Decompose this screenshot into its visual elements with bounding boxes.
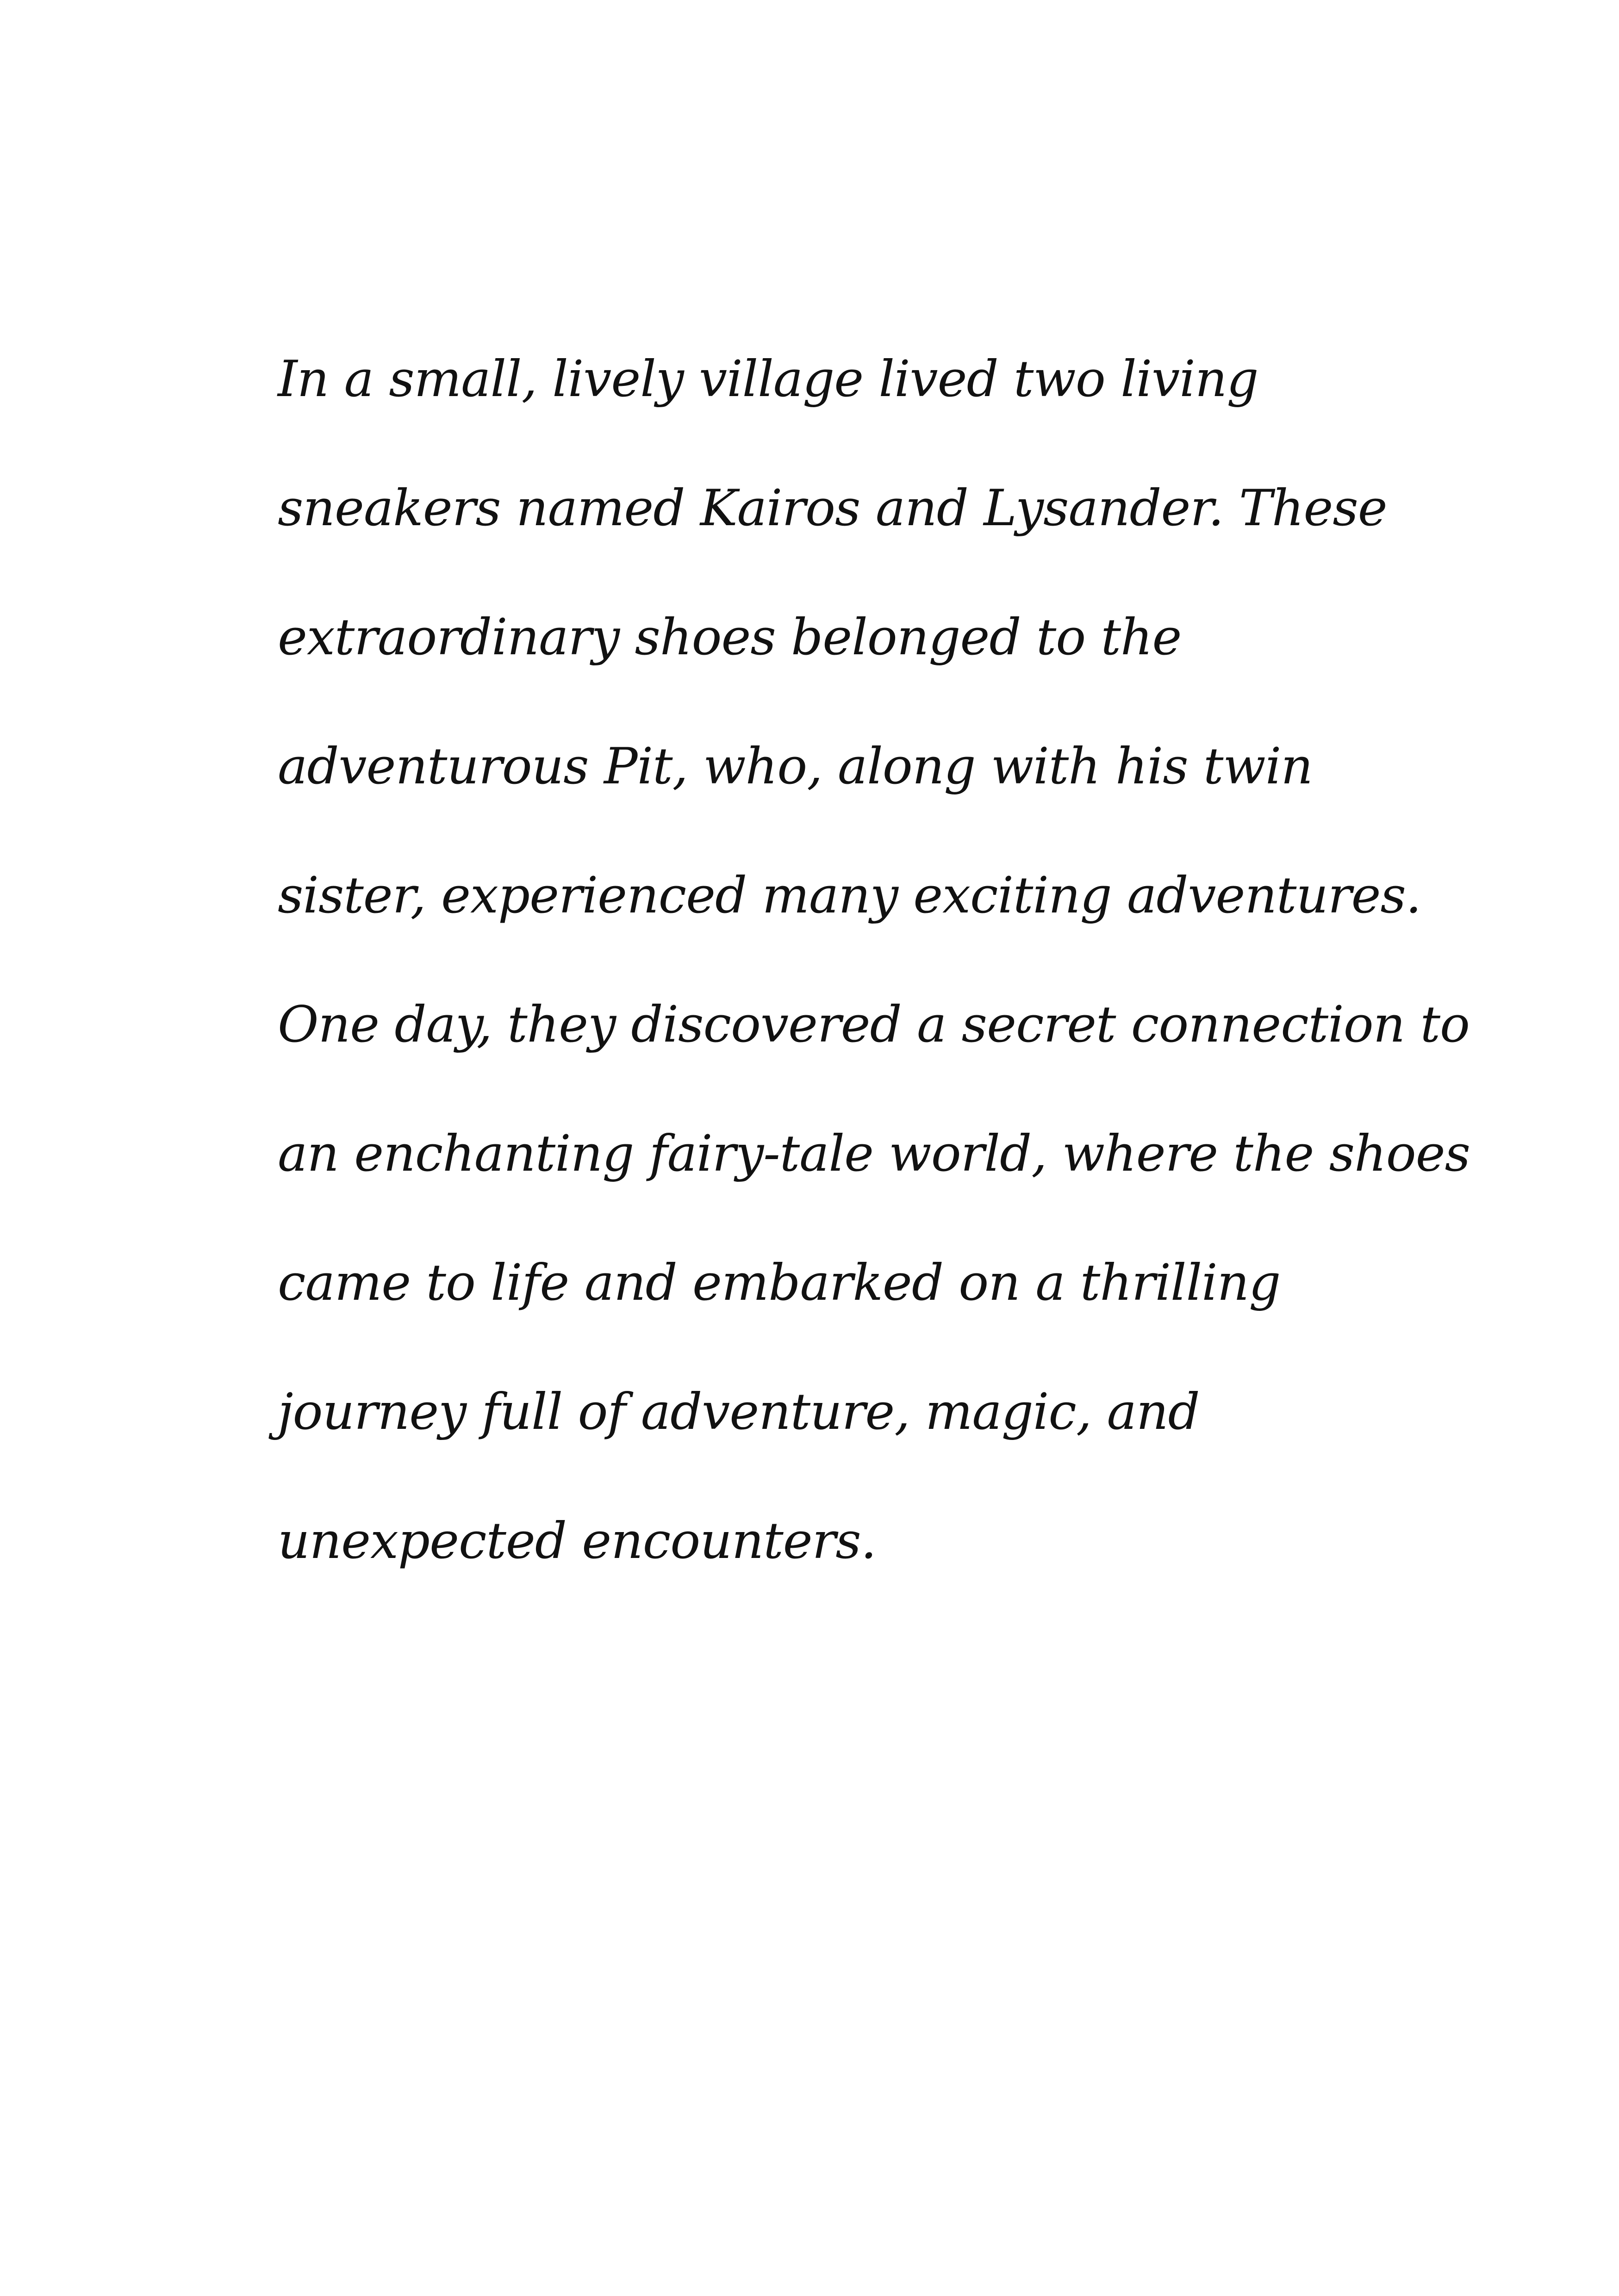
- story-line: extraordinary shoes belonged to the: [278, 608, 1182, 666]
- story-line: came to life and embarked on a thrilling: [278, 1254, 1281, 1312]
- story-line: In a small, lively village lived two living: [278, 350, 1258, 408]
- story-line: One day, they discovered a secret connection to: [278, 996, 1470, 1054]
- story-paragraph: [278, 315, 1470, 1606]
- story-line: unexpected encounters.: [278, 1512, 877, 1570]
- story-line: sneakers named Kairos and Lysander. These: [278, 479, 1387, 537]
- story-line: adventurous Pit, who, along with his twin: [278, 738, 1313, 795]
- story-line: sister, experienced many exciting adventures.: [278, 867, 1421, 925]
- story-line: journey full of adventure, magic, and: [278, 1383, 1200, 1441]
- story-line: an enchanting fairy-tale world, where the shoes: [278, 1125, 1470, 1183]
